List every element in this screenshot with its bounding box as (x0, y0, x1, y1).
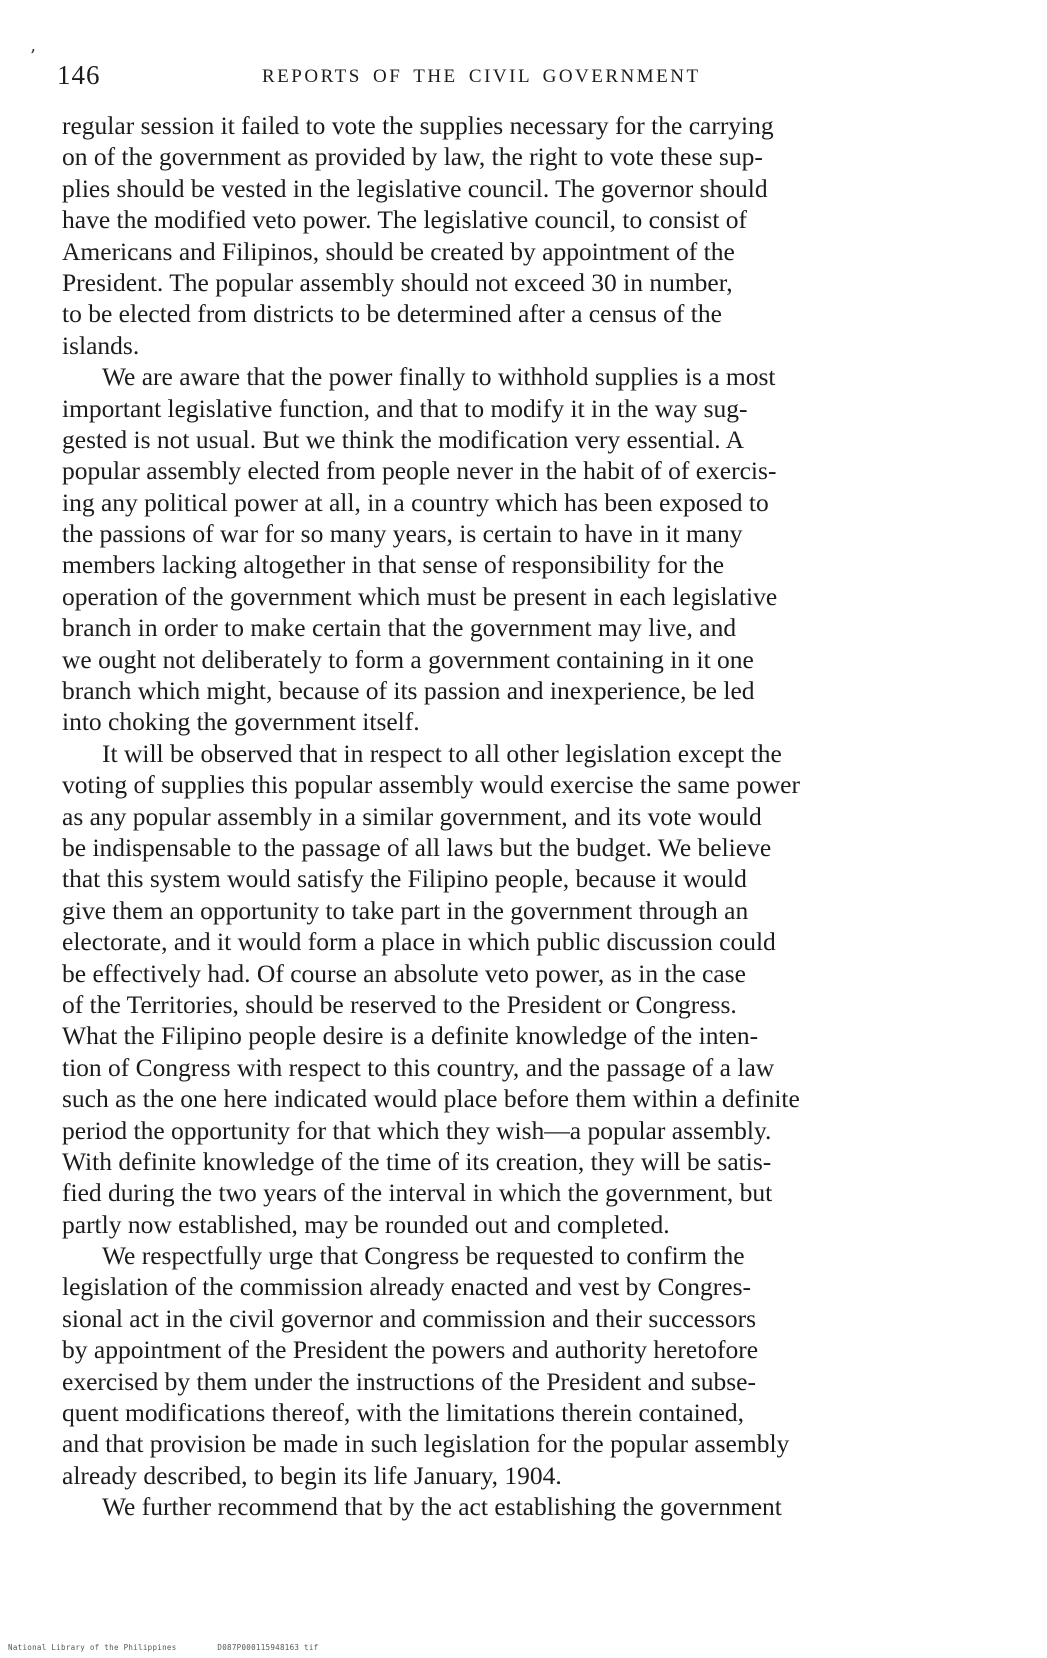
text-line: electorate, and it would form a place in which public discussion could (62, 927, 776, 957)
text-line: legislation of the commission already enacted and vest by Congres- (62, 1272, 752, 1302)
running-head: REPORTS OF THE CIVIL GOVERNMENT (262, 66, 701, 87)
text-line: be effectively had. Of course an absolute veto power, as in the case (62, 958, 746, 988)
text-line: islands. (62, 330, 140, 360)
text-line: such as the one here indicated would place before them within a definite (62, 1084, 800, 1114)
text-line: What the Filipino people desire is a definite knowledge of the inten- (62, 1021, 759, 1051)
body-text (62, 110, 976, 1523)
text-line: of the Territories, should be reserved to the President or Congress. (62, 989, 737, 1019)
text-line: by appointment of the President the powers and authority heretofore (62, 1335, 759, 1365)
text-line: We respectfully urge that Congress be requested to confirm the (102, 1241, 745, 1271)
text-line: ing any political power at all, in a country which has been exposed to (62, 487, 769, 517)
text-line: fied during the two years of the interval in which the government, but (62, 1178, 773, 1208)
text-line: It will be observed that in respect to all other legislation except the (102, 738, 782, 768)
text-line: Americans and Filipinos, should be created by appointment of the (62, 236, 735, 266)
text-line: give them an opportunity to take part in the government through an (62, 895, 749, 925)
text-line: important legislative function, and that to modify it in the way sug- (62, 393, 748, 423)
text-line: the passions of war for so many years, is certain to have in it many (62, 519, 743, 549)
text-line: operation of the government which must be present in each legislative (62, 581, 778, 611)
text-line: already described, to begin its life January, 1904. (62, 1460, 562, 1490)
text-line: popular assembly elected from people never in the habit of of exercis- (62, 456, 777, 486)
scan-footer (8, 1643, 355, 1652)
text-line: gested is not usual. But we think the modification very essential. A (62, 424, 745, 454)
page-header (57, 54, 977, 94)
text-line: to be elected from districts to be determined after a census of the (62, 299, 722, 329)
text-line: have the modified veto power. The legislative council, to consist of (62, 205, 748, 235)
text-line: sional act in the civil governor and commission and their successors (62, 1303, 757, 1333)
text-line: period the opportunity for that which they wish—a popular assembly. (62, 1115, 772, 1145)
text-line: quent modifications thereof, with the limitations therein contained, (62, 1398, 744, 1428)
text-line: on of the government as provided by law, the right to vote these sup- (62, 142, 763, 172)
text-line: We are aware that the power finally to withhold supplies is a most (102, 362, 776, 392)
text-line: voting of supplies this popular assembly would exercise the same power (62, 770, 800, 800)
text-line: President. The popular assembly should not exceed 30 in number, (62, 267, 733, 297)
text-line: We further recommend that by the act establishing the government (102, 1492, 782, 1522)
text-line: that this system would satisfy the Filipino people, because it would (62, 864, 747, 894)
text-line: we ought not deliberately to form a government containing in it one (62, 644, 754, 674)
text-line: partly now established, may be rounded out and completed. (62, 1209, 670, 1239)
text-line: branch which might, because of its passion and inexperience, be led (62, 676, 755, 706)
text-line: With definite knowledge of the time of its creation, they will be satis- (62, 1146, 772, 1176)
text-line: plies should be vested in the legislative council. The governor should (62, 173, 768, 203)
text-line: tion of Congress with respect to this country, and the passage of a law (62, 1052, 775, 1082)
text-line: as any popular assembly in a similar government, and its vote would (62, 801, 762, 831)
page-number: 146 (57, 60, 101, 90)
library-credit: National Library of the Philippines (8, 1643, 177, 1652)
file-id: D087P000115948163 tif (217, 1643, 319, 1652)
text-line: and that provision be made in such legislation for the popular assembly (62, 1429, 790, 1459)
text-line: be indispensable to the passage of all laws but the budget. We believe (62, 832, 772, 862)
text-line: members lacking altogether in that sense of responsibility for the (62, 550, 725, 580)
text-line: exercised by them under the instructions of the President and subse- (62, 1366, 756, 1396)
text-line: regular session it failed to vote the supplies necessary for the carrying (62, 111, 774, 140)
text-line: into choking the government itself. (62, 707, 420, 737)
text-line: branch in order to make certain that the government may live, and (62, 613, 737, 643)
scan-mark: ’ (30, 46, 36, 67)
